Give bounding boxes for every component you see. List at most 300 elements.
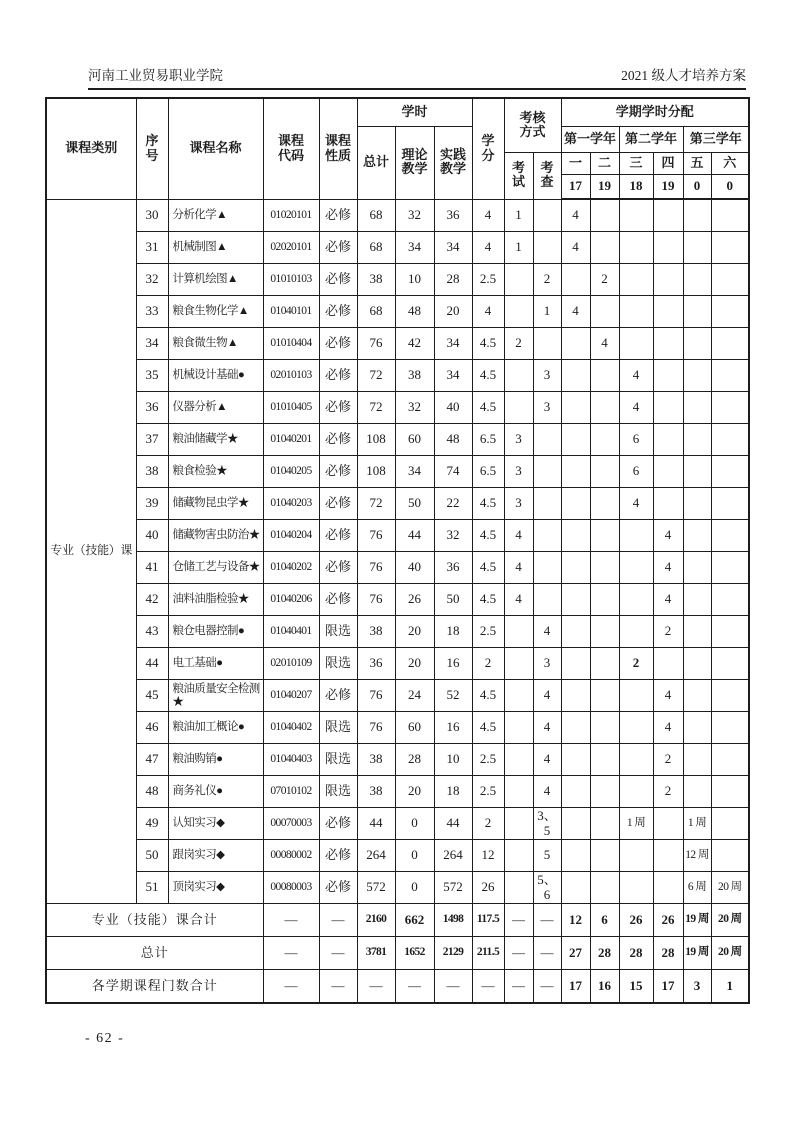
- cell-s6: [711, 424, 749, 456]
- summary-cell-practice: —: [434, 970, 472, 1004]
- cell-s3: [619, 264, 653, 296]
- cell-name: 电工基础●: [168, 648, 263, 680]
- cell-s4: [653, 648, 683, 680]
- cell-theory: 26: [395, 584, 434, 616]
- cell-check: 3: [533, 648, 561, 680]
- cell-exam: 2: [504, 328, 533, 360]
- cell-s3: [619, 552, 653, 584]
- cell-practice: 572: [434, 872, 472, 904]
- cell-name: 粮油质量安全检测★: [168, 680, 263, 712]
- cell-s6: [711, 232, 749, 264]
- cell-code: 01010405: [263, 392, 319, 424]
- cell-credits: 4.5: [472, 552, 504, 584]
- cell-s1: [561, 648, 590, 680]
- cell-s6: [711, 360, 749, 392]
- summary-cell-s3: 15: [619, 970, 653, 1004]
- cell-name: 跟岗实习◆: [168, 840, 263, 872]
- cell-total: 76: [357, 552, 395, 584]
- summary-cell-total: 3781: [357, 937, 395, 970]
- header-weeks-4: 19: [653, 174, 683, 199]
- header-semester-group: 学期学时分配: [561, 98, 749, 126]
- cell-theory: 24: [395, 680, 434, 712]
- cell-s4: 4: [653, 584, 683, 616]
- header-weeks-5: 0: [683, 174, 711, 199]
- cell-s4: 4: [653, 712, 683, 744]
- summary-cell-code: —: [263, 904, 319, 937]
- cell-s3: 4: [619, 392, 653, 424]
- cell-nature: 必修: [319, 520, 357, 552]
- cell-s3: [619, 232, 653, 264]
- cell-nature: 必修: [319, 584, 357, 616]
- cell-s5: [683, 648, 711, 680]
- cell-check: 4: [533, 680, 561, 712]
- cell-credits: 4.5: [472, 392, 504, 424]
- cell-exam: 4: [504, 520, 533, 552]
- cell-code: 01040402: [263, 712, 319, 744]
- cell-s2: [590, 872, 619, 904]
- header-year2: 第二学年: [619, 126, 683, 152]
- cell-name: 粮食微生物▲: [168, 328, 263, 360]
- cell-nature: 必修: [319, 872, 357, 904]
- cell-no: 41: [136, 552, 168, 584]
- cell-no: 43: [136, 616, 168, 648]
- cell-s5: [683, 584, 711, 616]
- summary-cell-s3: 28: [619, 937, 653, 970]
- cell-code: 01040205: [263, 456, 319, 488]
- cell-check: 4: [533, 744, 561, 776]
- summary-cell-check: —: [533, 904, 561, 937]
- cell-s5: [683, 328, 711, 360]
- cell-theory: 48: [395, 296, 434, 328]
- cell-s3: [619, 776, 653, 808]
- cell-s2: 4: [590, 328, 619, 360]
- cell-name: 粮油加工概论●: [168, 712, 263, 744]
- cell-check: [533, 328, 561, 360]
- cell-s2: [590, 232, 619, 264]
- cell-s1: 4: [561, 199, 590, 232]
- cell-credits: 4.5: [472, 712, 504, 744]
- cell-name: 粮仓电器控制●: [168, 616, 263, 648]
- cell-nature: 必修: [319, 840, 357, 872]
- cell-theory: 34: [395, 232, 434, 264]
- cell-s3: [619, 712, 653, 744]
- cell-s3: 1 周: [619, 808, 653, 840]
- cell-s6: [711, 840, 749, 872]
- cell-s5: [683, 616, 711, 648]
- cell-exam: [504, 264, 533, 296]
- cell-no: 51: [136, 872, 168, 904]
- cell-s1: [561, 808, 590, 840]
- cell-check: 4: [533, 712, 561, 744]
- course-row: [46, 616, 749, 648]
- cell-total: 38: [357, 744, 395, 776]
- cell-nature: 限选: [319, 776, 357, 808]
- cell-s4: [653, 840, 683, 872]
- cell-nature: 限选: [319, 712, 357, 744]
- cell-s6: [711, 199, 749, 232]
- cell-theory: 20: [395, 776, 434, 808]
- cell-name: 机械制图▲: [168, 232, 263, 264]
- summary-cell-exam: —: [504, 904, 533, 937]
- cell-practice: 50: [434, 584, 472, 616]
- summary-cell-practice: 1498: [434, 904, 472, 937]
- cell-code: 02010109: [263, 648, 319, 680]
- summary-cell-s1: 12: [561, 904, 590, 937]
- cell-s5: [683, 488, 711, 520]
- cell-exam: [504, 840, 533, 872]
- cell-no: 34: [136, 328, 168, 360]
- cell-s4: [653, 232, 683, 264]
- summary-label: 各学期课程门数合计: [46, 970, 263, 1004]
- cell-total: 68: [357, 232, 395, 264]
- summary-cell-credits: 117.5: [472, 904, 504, 937]
- cell-s6: [711, 264, 749, 296]
- header-weeks-6: 0: [711, 174, 749, 199]
- cell-name: 粮食检验★: [168, 456, 263, 488]
- cell-s1: [561, 488, 590, 520]
- cell-s4: [653, 872, 683, 904]
- course-row: [46, 744, 749, 776]
- cell-check: [533, 456, 561, 488]
- cell-exam: 3: [504, 456, 533, 488]
- cell-s5: [683, 264, 711, 296]
- cell-credits: 2: [472, 648, 504, 680]
- cell-practice: 44: [434, 808, 472, 840]
- cell-total: 72: [357, 360, 395, 392]
- cell-practice: 40: [434, 392, 472, 424]
- cell-theory: 60: [395, 712, 434, 744]
- cell-s2: [590, 424, 619, 456]
- cell-name: 粮食生物化学▲: [168, 296, 263, 328]
- cell-practice: 32: [434, 520, 472, 552]
- cell-s2: [590, 616, 619, 648]
- cell-exam: [504, 776, 533, 808]
- cell-check: [533, 232, 561, 264]
- cell-theory: 0: [395, 808, 434, 840]
- summary-cell-exam: —: [504, 937, 533, 970]
- cell-s3: [619, 328, 653, 360]
- cell-nature: 必修: [319, 808, 357, 840]
- cell-check: [533, 584, 561, 616]
- cell-s1: [561, 680, 590, 712]
- summary-cell-s5: 3: [683, 970, 711, 1004]
- summary-cell-s3: 26: [619, 904, 653, 937]
- summary-label: 专业（技能）课合计: [46, 904, 263, 937]
- cell-theory: 60: [395, 424, 434, 456]
- curriculum-table: [45, 97, 750, 1004]
- cell-theory: 50: [395, 488, 434, 520]
- cell-s2: [590, 712, 619, 744]
- cell-nature: 必修: [319, 392, 357, 424]
- cell-nature: 限选: [319, 616, 357, 648]
- cell-theory: 28: [395, 744, 434, 776]
- cell-s1: [561, 264, 590, 296]
- cell-no: 45: [136, 680, 168, 712]
- header-row-1: [46, 98, 749, 126]
- cell-s5: 6 周: [683, 872, 711, 904]
- cell-s2: [590, 520, 619, 552]
- cell-s6: [711, 392, 749, 424]
- course-row: [46, 680, 749, 712]
- cell-s4: 2: [653, 616, 683, 648]
- cell-nature: 必修: [319, 456, 357, 488]
- cell-s6: [711, 776, 749, 808]
- cell-s6: [711, 808, 749, 840]
- cell-total: 76: [357, 584, 395, 616]
- cell-s6: [711, 680, 749, 712]
- cell-check: 4: [533, 616, 561, 648]
- cell-check: 4: [533, 776, 561, 808]
- header-sem-1: 一: [561, 152, 590, 174]
- cell-s2: [590, 199, 619, 232]
- cell-code: 00070003: [263, 808, 319, 840]
- cell-credits: 4.5: [472, 584, 504, 616]
- cell-s5: 12 周: [683, 840, 711, 872]
- cell-s1: [561, 552, 590, 584]
- cell-s4: [653, 808, 683, 840]
- cell-check: 1: [533, 296, 561, 328]
- cell-no: 49: [136, 808, 168, 840]
- cell-name: 商务礼仪●: [168, 776, 263, 808]
- summary-cell-credits: 211.5: [472, 937, 504, 970]
- summary-cell-nature: —: [319, 904, 357, 937]
- cell-name: 分析化学▲: [168, 199, 263, 232]
- summary-cell-theory: —: [395, 970, 434, 1004]
- cell-practice: 18: [434, 616, 472, 648]
- course-row: [46, 456, 749, 488]
- cell-s6: [711, 616, 749, 648]
- cell-s4: [653, 296, 683, 328]
- cell-s5: [683, 199, 711, 232]
- cell-s2: [590, 648, 619, 680]
- cell-practice: 36: [434, 552, 472, 584]
- cell-total: 44: [357, 808, 395, 840]
- cell-s1: [561, 360, 590, 392]
- summary-cell-s1: 17: [561, 970, 590, 1004]
- cell-theory: 42: [395, 328, 434, 360]
- cell-s1: [561, 776, 590, 808]
- cell-theory: 20: [395, 616, 434, 648]
- cell-s5: [683, 744, 711, 776]
- header-sem-3: 三: [619, 152, 653, 174]
- cell-s4: [653, 264, 683, 296]
- cell-s3: [619, 744, 653, 776]
- cell-s2: [590, 808, 619, 840]
- cell-code: 02020101: [263, 232, 319, 264]
- cell-total: 38: [357, 264, 395, 296]
- cell-exam: [504, 712, 533, 744]
- header-hours-theory: 理论教学: [395, 126, 434, 199]
- cell-s6: [711, 456, 749, 488]
- cell-s2: [590, 552, 619, 584]
- cell-s3: [619, 584, 653, 616]
- cell-total: 36: [357, 648, 395, 680]
- header-hours-group: 学时: [357, 98, 472, 126]
- cell-exam: 4: [504, 584, 533, 616]
- cell-credits: 4: [472, 232, 504, 264]
- course-row: [46, 840, 749, 872]
- cell-s5: [683, 232, 711, 264]
- cell-code: 01040202: [263, 552, 319, 584]
- cell-check: 5: [533, 840, 561, 872]
- summary-cell-theory: 1652: [395, 937, 434, 970]
- cell-exam: [504, 808, 533, 840]
- summary-cell-check: —: [533, 937, 561, 970]
- cell-no: 38: [136, 456, 168, 488]
- cell-s5: [683, 552, 711, 584]
- summary-row: [46, 937, 749, 970]
- cell-check: [533, 424, 561, 456]
- cell-theory: 20: [395, 648, 434, 680]
- cell-s6: [711, 744, 749, 776]
- cell-nature: 必修: [319, 232, 357, 264]
- cell-total: 572: [357, 872, 395, 904]
- cell-s1: [561, 744, 590, 776]
- summary-cell-s2: 28: [590, 937, 619, 970]
- cell-s2: [590, 680, 619, 712]
- cell-s1: [561, 584, 590, 616]
- cell-nature: 限选: [319, 744, 357, 776]
- cell-exam: [504, 648, 533, 680]
- cell-name: 油料油脂检验★: [168, 584, 263, 616]
- summary-cell-nature: —: [319, 937, 357, 970]
- document-header: [88, 64, 746, 90]
- cell-nature: 必修: [319, 264, 357, 296]
- course-row: [46, 360, 749, 392]
- cell-s3: 6: [619, 424, 653, 456]
- cell-no: 39: [136, 488, 168, 520]
- cell-s4: 2: [653, 776, 683, 808]
- cell-nature: 必修: [319, 680, 357, 712]
- cell-s3: [619, 616, 653, 648]
- cell-check: 5、6: [533, 872, 561, 904]
- header-year1: 第一学年: [561, 126, 619, 152]
- cell-nature: 必修: [319, 424, 357, 456]
- summary-cell-total: 2160: [357, 904, 395, 937]
- course-row: [46, 296, 749, 328]
- cell-nature: 必修: [319, 296, 357, 328]
- cell-name: 仪器分析▲: [168, 392, 263, 424]
- cell-s5: 1 周: [683, 808, 711, 840]
- cell-s3: [619, 872, 653, 904]
- cell-name: 认知实习◆: [168, 808, 263, 840]
- cell-code: 00080003: [263, 872, 319, 904]
- cell-credits: 4.5: [472, 520, 504, 552]
- cell-total: 76: [357, 520, 395, 552]
- cell-theory: 0: [395, 872, 434, 904]
- course-row: [46, 199, 749, 232]
- header-sem-5: 五: [683, 152, 711, 174]
- cell-s5: [683, 776, 711, 808]
- cell-code: 01010103: [263, 264, 319, 296]
- header-category: 课程类别: [46, 98, 136, 199]
- cell-s2: [590, 840, 619, 872]
- cell-code: 01040403: [263, 744, 319, 776]
- cell-total: 264: [357, 840, 395, 872]
- course-row: [46, 808, 749, 840]
- summary-cell-s6: 20 周: [711, 904, 749, 937]
- cell-practice: 34: [434, 328, 472, 360]
- course-row: [46, 648, 749, 680]
- course-row: [46, 776, 749, 808]
- course-row: [46, 488, 749, 520]
- header-sem-2: 二: [590, 152, 619, 174]
- cell-practice: 10: [434, 744, 472, 776]
- cell-check: [533, 488, 561, 520]
- cell-s2: [590, 776, 619, 808]
- cell-total: 68: [357, 199, 395, 232]
- cell-credits: 4: [472, 296, 504, 328]
- summary-cell-practice: 2129: [434, 937, 472, 970]
- course-row: [46, 584, 749, 616]
- cell-total: 72: [357, 488, 395, 520]
- cell-total: 38: [357, 776, 395, 808]
- cell-no: 44: [136, 648, 168, 680]
- summary-cell-s6: 1: [711, 970, 749, 1004]
- header-year3: 第三学年: [683, 126, 749, 152]
- summary-cell-check: —: [533, 970, 561, 1004]
- cell-credits: 2: [472, 808, 504, 840]
- cell-credits: 6.5: [472, 456, 504, 488]
- cell-s1: [561, 392, 590, 424]
- cell-total: 108: [357, 456, 395, 488]
- cell-practice: 16: [434, 648, 472, 680]
- cell-nature: 必修: [319, 328, 357, 360]
- cell-s4: 4: [653, 520, 683, 552]
- cell-s4: 2: [653, 744, 683, 776]
- cell-theory: 32: [395, 392, 434, 424]
- cell-exam: [504, 360, 533, 392]
- summary-cell-credits: —: [472, 970, 504, 1004]
- cell-s1: [561, 456, 590, 488]
- cell-nature: 必修: [319, 488, 357, 520]
- cell-total: 76: [357, 712, 395, 744]
- cell-exam: [504, 872, 533, 904]
- summary-cell-s5: 19 周: [683, 937, 711, 970]
- cell-s2: 2: [590, 264, 619, 296]
- header-weeks-2: 19: [590, 174, 619, 199]
- cell-exam: [504, 616, 533, 648]
- cell-exam: [504, 680, 533, 712]
- cell-s1: [561, 520, 590, 552]
- cell-credits: 12: [472, 840, 504, 872]
- header-weeks-3: 18: [619, 174, 653, 199]
- cell-code: 01040207: [263, 680, 319, 712]
- cell-credits: 2.5: [472, 744, 504, 776]
- header-course-nature: 课程性质: [319, 98, 357, 199]
- header-weeks-1: 17: [561, 174, 590, 199]
- cell-practice: 48: [434, 424, 472, 456]
- cell-s1: [561, 616, 590, 648]
- cell-credits: 4.5: [472, 488, 504, 520]
- plan-title: 2021 级人才培养方案: [621, 68, 746, 83]
- cell-code: 00080002: [263, 840, 319, 872]
- cell-no: 42: [136, 584, 168, 616]
- header-hours-practice: 实践教学: [434, 126, 472, 199]
- cell-exam: 4: [504, 552, 533, 584]
- cell-no: 32: [136, 264, 168, 296]
- cell-nature: 限选: [319, 648, 357, 680]
- cell-name: 粮油购销●: [168, 744, 263, 776]
- cell-s2: [590, 584, 619, 616]
- cell-no: 33: [136, 296, 168, 328]
- summary-cell-s2: 16: [590, 970, 619, 1004]
- cell-s6: [711, 296, 749, 328]
- cell-theory: 0: [395, 840, 434, 872]
- cell-practice: 74: [434, 456, 472, 488]
- summary-cell-s4: 26: [653, 904, 683, 937]
- summary-cell-code: —: [263, 937, 319, 970]
